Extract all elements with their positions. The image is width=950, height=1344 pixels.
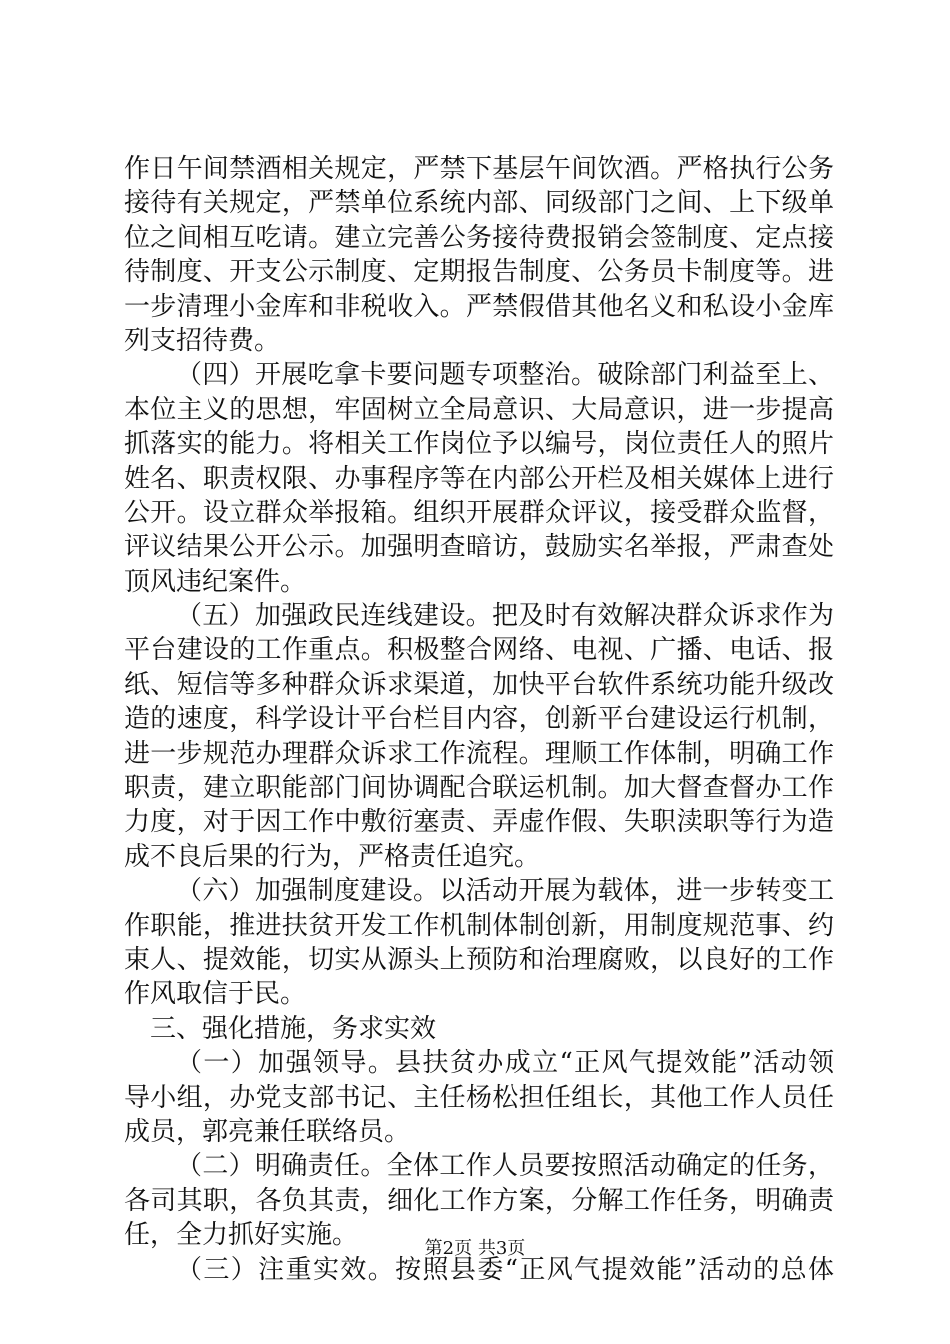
paragraph-start-line: （一）加强领导。县扶贫办成立“正风气提效能”活动领 (176, 1048, 834, 1079)
text-line: 列支招待费。 (124, 325, 281, 356)
text-line: 本位主义的思想，牢固树立全局意识、大局意识，进一步提高 (124, 394, 834, 425)
text-line: 纸、短信等多种群众诉求渠道，加快平台软件系统功能升级改 (124, 669, 834, 700)
text-line: 导小组，办党支部书记、主任杨松担任组长，其他工作人员任 (124, 1082, 834, 1113)
text-line: 姓名、职责权限、办事程序等在内部公开栏及相关媒体上进行 (124, 463, 834, 494)
page-number-footer: 第2页 共3页 (424, 1238, 526, 1259)
text-line: 一步清理小金库和非税收入。严禁假借其他名义和私设小金库 (124, 291, 834, 322)
text-line: 位之间相互吃请。建立完善公务接待费报销会签制度、定点接 (124, 222, 834, 253)
text-line: 接待有关规定，严禁单位系统内部、同级部门之间、上下级单 (124, 188, 834, 219)
text-line: 平台建设的工作重点。积极整合网络、电视、广播、电话、报 (124, 635, 834, 666)
text-line: 造的速度，科学设计平台栏目内容，创新平台建设运行机制， (124, 704, 834, 735)
text-line: 顶风违纪案件。 (124, 566, 307, 597)
document-body (124, 152, 834, 1287)
text-line: 束人、提效能，切实从源头上预防和治理腐败，以良好的工作 (124, 944, 834, 975)
text-line: 待制度、开支公示制度、定期报告制度、公务员卡制度等。进 (124, 257, 834, 288)
paragraph-start-line: （五）加强政民连线建设。把及时有效解决群众诉求作为 (176, 601, 834, 632)
text-line: 力度，对于因工作中敷衍塞责、弄虚作假、失职渎职等行为造 (124, 807, 834, 838)
text-line: 评议结果公开公示。加强明查暗访，鼓励实名举报，严肃查处 (124, 532, 834, 563)
text-line: 职责，建立职能部门间协调配合联运机制。加大督查督办工作 (124, 773, 834, 804)
text-line: 各司其职，各负其责，细化工作方案，分解工作任务，明确责 (124, 1185, 834, 1216)
text-line: 抓落实的能力。将相关工作岗位予以编号，岗位责任人的照片 (124, 429, 834, 460)
section-heading: 三、强化措施，务求实效 (150, 1013, 437, 1044)
paragraph-start-line: （三）注重实效。按照县委“正风气提效能”活动的总体 (176, 1254, 834, 1285)
text-line: 作职能，推进扶贫开发工作机制体制创新，用制度规范事、约 (124, 910, 834, 941)
text-line: 公开。设立群众举报箱。组织开展群众评议，接受群众监督， (124, 497, 834, 528)
text-line: 进一步规范办理群众诉求工作流程。理顺工作体制，明确工作 (124, 738, 834, 769)
paragraph-start-line: （四）开展吃拿卡要问题专项整治。破除部门利益至上、 (176, 360, 834, 391)
text-line: 作风取信于民。 (124, 979, 307, 1010)
text-line: 任，全力抓好实施。 (124, 1220, 359, 1251)
text-line: 成员，郭亮兼任联络员。 (124, 1116, 411, 1147)
text-line: 成不良后果的行为，严格责任追究。 (124, 841, 541, 872)
paragraph-start-line: （六）加强制度建设。以活动开展为载体，进一步转变工 (176, 876, 834, 907)
paragraph-start-line: （二）明确责任。全体工作人员要按照活动确定的任务， (176, 1151, 834, 1182)
text-line: 作日午间禁酒相关规定，严禁下基层午间饮酒。严格执行公务 (124, 154, 834, 184)
